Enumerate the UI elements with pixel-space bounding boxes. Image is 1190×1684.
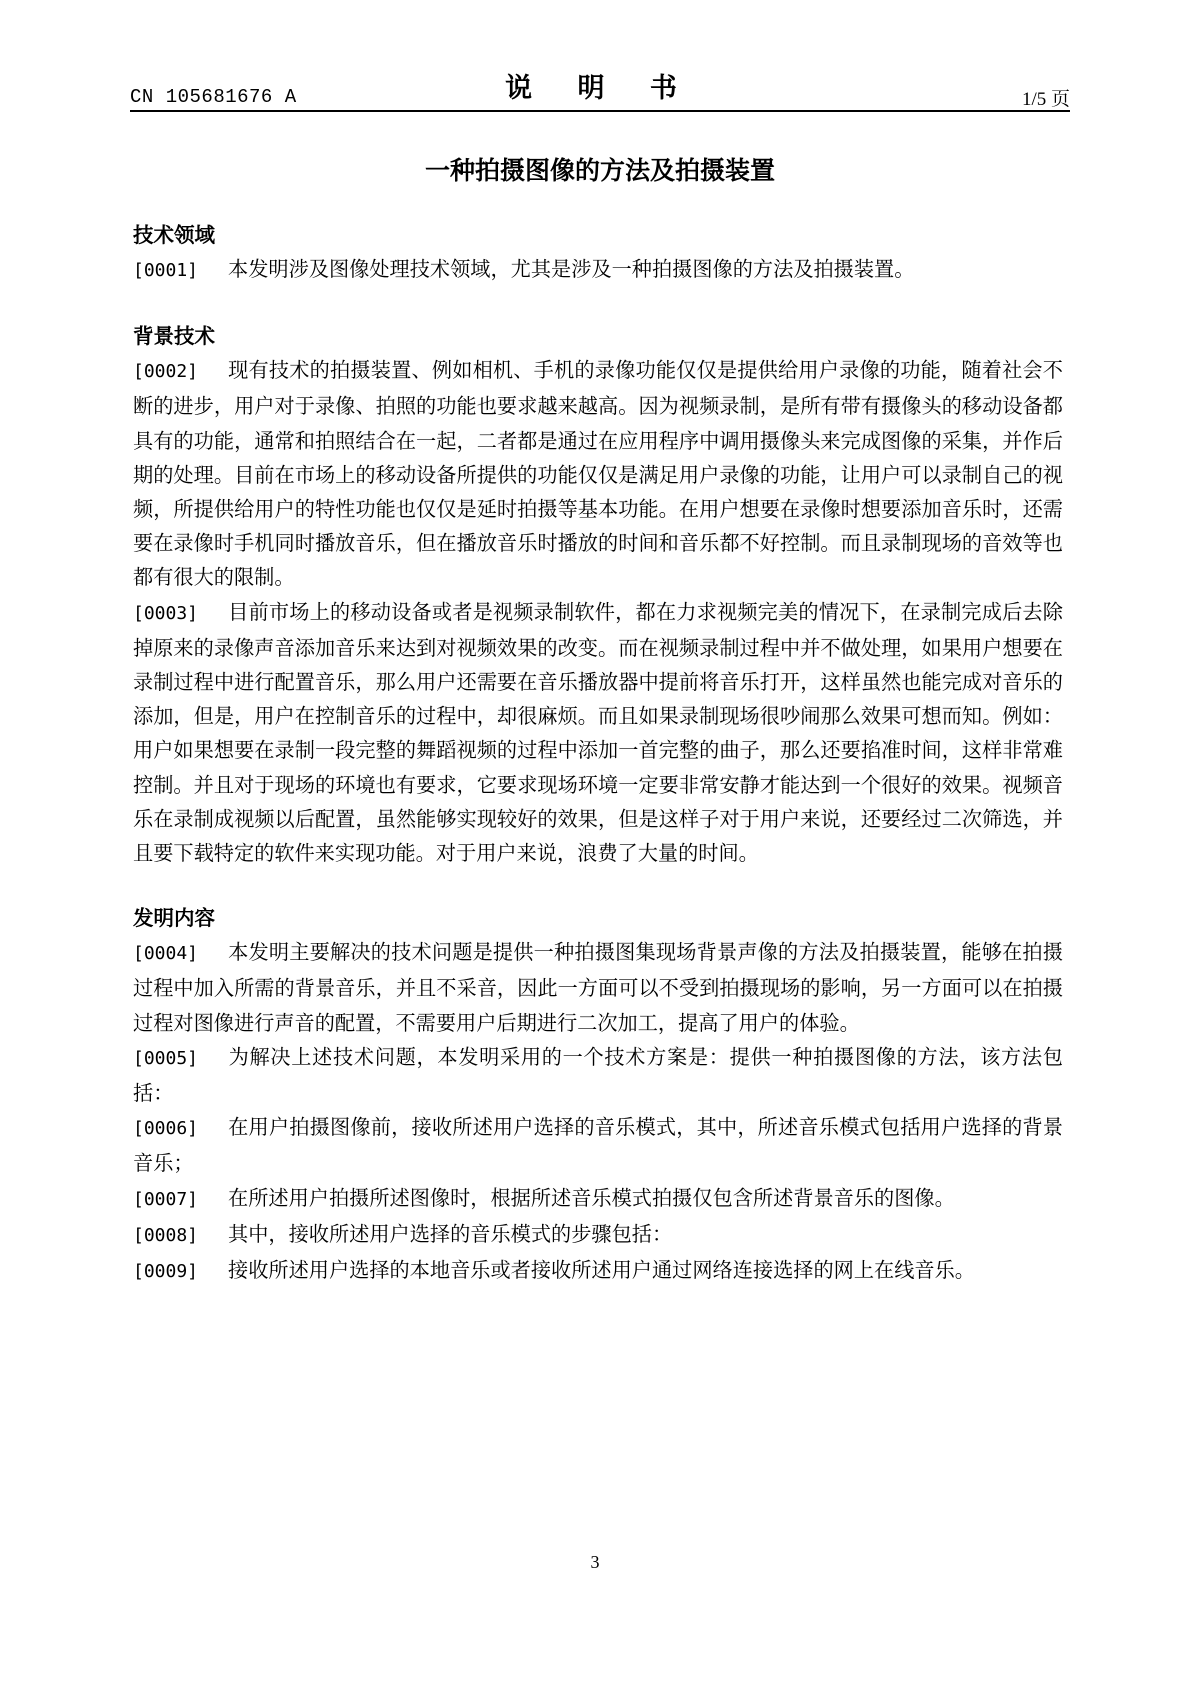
paragraph bbox=[133, 1253, 1063, 1289]
section-summary bbox=[133, 901, 1063, 1289]
paragraph-text: 为解决上述技术问题，本发明采用的一个技术方案是：提供一种拍摄图像的方法，该方法包括： bbox=[133, 1044, 1063, 1106]
paragraph bbox=[133, 1040, 1063, 1110]
paragraph-number: [0001] bbox=[133, 260, 199, 281]
page-indicator: 1/5 页 bbox=[1021, 89, 1070, 110]
paragraph bbox=[133, 595, 1063, 871]
paragraph-text: 接收所述用户选择的本地音乐或者接收所述用户通过网络连接选择的网上在线音乐。 bbox=[228, 1258, 975, 1283]
paragraph-text: 本发明涉及图像处理技术领域，尤其是涉及一种拍摄图像的方法及拍摄装置。 bbox=[228, 257, 915, 281]
paragraph-text: 现有技术的拍摄装置、例如相机、手机的录像功能仅仅是提供给用户录像的功能，随着社会不断的进步，用户对于录像、拍照的功能也要求越来越高。因为视频录制，是所有带有摄像头的移动设备都具有的功能，通常和拍照结合在一起，二者都是通过在应用程序中调用摄像头来完成图像的采集，并作后期的处理。目前在市场上的移动设备所提供的功能仅仅是满足用户录像的功能，让用户可以录制自己的视频，所提供给用户的特性功能也仅仅是延时拍摄等基本功能。在用户想要在录像时想要添加音乐时，还需要在录像时手机同时播放音乐，但在播放音乐时播放的时间和音乐都不好控制。而且录制现场的音效等也都有很大的限制。 bbox=[133, 358, 1063, 590]
header-rule bbox=[130, 110, 1070, 112]
paragraph bbox=[133, 353, 1063, 594]
paragraph-number: [0008] bbox=[133, 1224, 199, 1246]
paragraph-number: [0005] bbox=[133, 1047, 199, 1069]
paragraph-text: 目前市场上的移动设备或者是视频录制软件，都在力求视频完美的情况下，在录制完成后去除掉原来的录像声音添加音乐来达到对视频效果的改变。而在视频录制过程中并不做处理，如果用户想要在录制过程中进行配置音乐，那么用户还需要在音乐播放器中提前将音乐打开，这样虽然也能完成对音乐的添加，但是，用户在控制音乐的过程中，却很麻烦。而且如果录制现场很吵闹那么效果可想而知。例如：用户如果想要在录制一段完整的舞蹈视频的过程中添加一首完整的曲子，那么还要掐准时间，这样非常难控制。并且对于现场的环境也有要求，它要求现场环境一定要非常安静才能达到一个很好的效果。视频音乐在录制成视频以后配置，虽然能够实现较好的效果，但是这样子对于用户来说，还要经过二次筛选，并且要下载特定的软件来实现功能。对于用户来说，浪费了大量的时间。 bbox=[133, 599, 1063, 866]
paragraph-text: 其中，接收所述用户选择的音乐模式的步骤包括： bbox=[228, 1221, 673, 1246]
paragraph bbox=[133, 1110, 1063, 1180]
paragraph-number: [0007] bbox=[133, 1188, 199, 1210]
paragraph-text: 在用户拍摄图像前，接收所述用户选择的音乐模式，其中，所述音乐模式包括用户选择的背景音乐； bbox=[133, 1115, 1063, 1176]
document-number: CN 105681676 A bbox=[130, 86, 297, 108]
section-heading: 背景技术 bbox=[133, 324, 215, 349]
paragraph-number: [0004] bbox=[133, 943, 199, 965]
page-header bbox=[130, 66, 1070, 110]
paragraph-text: 本发明主要解决的技术问题是提供一种拍摄图集现场背景声像的方法及拍摄装置，能够在拍摄过程中加入所需的背景音乐，并且不采音，因此一方面可以不受到拍摄现场的影响，另一方面可以在拍摄过程对图像进行声音的配置，不需要用户后期进行二次加工，提高了用户的体验。 bbox=[133, 940, 1063, 1035]
paragraph bbox=[133, 1181, 1063, 1217]
section-technical-field bbox=[133, 218, 1063, 288]
document-body bbox=[133, 218, 1063, 1289]
section-background bbox=[133, 319, 1063, 870]
paragraph bbox=[133, 1217, 1063, 1253]
paragraph-number: [0006] bbox=[133, 1118, 199, 1140]
paragraph-number: [0002] bbox=[133, 361, 199, 383]
section-heading: 技术领域 bbox=[133, 223, 215, 247]
page-number: 3 bbox=[590, 1552, 600, 1572]
paragraph-number: [0009] bbox=[133, 1261, 199, 1283]
header-section-title: 说 明 书 bbox=[505, 73, 695, 104]
paragraph-number: [0003] bbox=[133, 602, 199, 624]
paragraph-text: 在所述用户拍摄所述图像时，根据所述音乐模式拍摄仅包含所述背景音乐的图像。 bbox=[228, 1185, 955, 1210]
paragraph bbox=[133, 252, 1063, 288]
section-heading: 发明内容 bbox=[133, 906, 215, 931]
document-title: 一种拍摄图像的方法及拍摄装置 bbox=[424, 156, 775, 185]
paragraph bbox=[133, 935, 1063, 1040]
